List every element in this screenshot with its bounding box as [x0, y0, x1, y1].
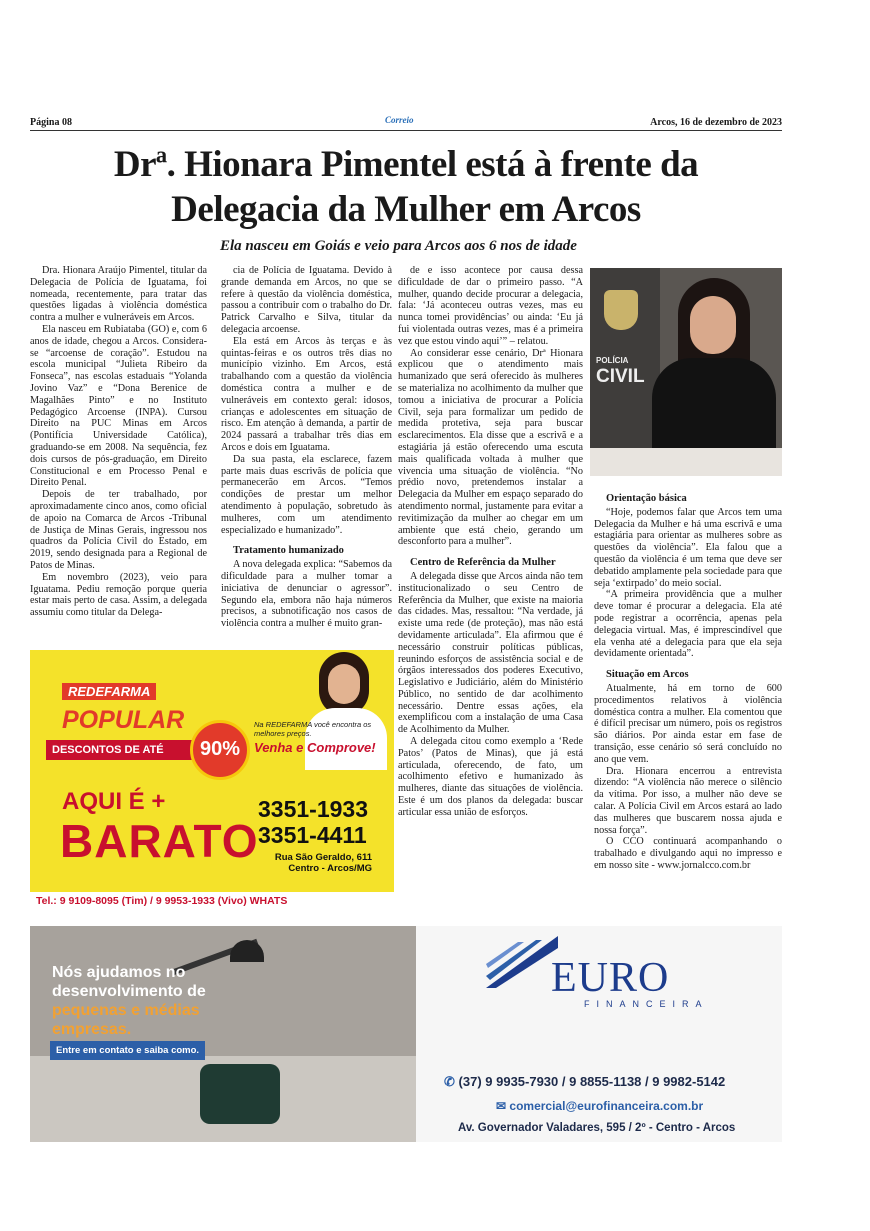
paragraph: “Hoje, podemos falar que Arcos tem uma Delegacia da Mulher e há uma escrivã e uma estagiária para orientar as mulheres sobre as questões da violência”. Ela falou que a questão da violência é um tema que deve ser debatido amplamente pela sociedade para que seja ‘extirpado’ do meio social.	[594, 506, 782, 589]
euro-financeira-ad[interactable]	[30, 926, 782, 1142]
redefarma-ad[interactable]	[30, 650, 394, 910]
paragraph: Atualmente, há em torno de 600 procedimentos relativos à violência doméstica contra a mulher. Ela comentou que é difícil precisar um número, pois os registros são diários. Por ainda estar em fase de transição, esse cenário só será concluído no ano que vem.	[594, 682, 782, 765]
paragraph: Depois de ter trabalhado, por aproximadamente cinco anos, como oficial de apoio na Comarca de Arcos -Tribunal de Justiça de Minas Gerais, ingressou nos quadros da Polícia Civil do Estado, em 2019, sendo designada para a Regional de Patos de Minas.	[30, 489, 207, 571]
article-headline	[30, 142, 782, 232]
paragraph: Ao considerar esse cenário, Drª Hionara explicou que o atendimento mais humanizado que será oferecido às mulheres se materializa no acolhimento da mulher que tomou a iniciativa de procurar a Polícia Civil, seja para formalizar um pedido de medida protetiva, seja para buscar esclarecimentos. Ela disse que a escrivã e a estagiária já estão oferecendo uma escuta mais qualificada voltada à mulher que vivencia uma situação de violência. “No prédio novo, pretendemos instalar a Delegacia da Mulher em espaço separado do atendimento normal, justamente para evitar a revitimização da mulher ao chegar em um ambiente que está cheio, gerando um desconforto para a mulher”.	[398, 347, 583, 548]
newspaper-logo: Correio	[385, 115, 414, 125]
ad-euro-address: Av. Governador Valadares, 595 / 2º - Centro - Arcos	[458, 1122, 736, 1134]
ad-barato: BARATO	[60, 815, 259, 867]
mail-icon: ✉	[496, 1099, 507, 1113]
ad-tagline-text: Nós ajudamos no desenvolvimento de	[52, 964, 206, 1000]
ad-phones-text: (37) 9 9935-7930 / 9 8855-1138 / 9 9982-5142	[458, 1074, 726, 1089]
phone-icon: ✆	[444, 1074, 455, 1089]
paragraph: Em novembro (2023), veio para Iguatama. Pediu remoção porque queria estar mais perto de casa. Assim, a delegada assumiu como titular da Delega-	[30, 571, 207, 619]
article-subheadline: Ela nasceu em Goiás e veio para Arcos aos 6 nos de idade	[220, 238, 577, 254]
paragraph: A delegada disse que Arcos ainda não tem institucionalizado o seu Centro de Referência da Mulher, que existe na maioria das cidades. Mas, ressaltou: “Na verdade, já existe uma rede (de proteção), mas não está devidamente articulada”. Ela afirmou que é necessário construir políticas públicas, reunindo esforços de assistência social e de órgãos interessados dos poderes Executivo, Legislativo e Judiciário, além do Ministério Público, no sentido de dar acolhimento necessário. Dentre essas ações, ela exemplificou com a instalação de uma Casa de Acolhimento da Mulher.	[398, 570, 583, 736]
paragraph: Ela está em Arcos às terças e às quintas-feiras e os outros três dias no município vizinho. Em Arcos, está trabalhando com a questão da violência doméstica contra a mulher e de vulneráveis em contexto geral: idosos, crianças e adolescentes em situação de risco. Em atenção à demanda, a partir de 2024 passará a trabalhar três dias em Arcos e dois em Iguatama.	[221, 335, 392, 453]
paragraph: “A primeira providência que a mulher deve tomar é procurar a delegacia. Ela até pode registrar a ocorrência, apenas pela delegacia virtual. Mas, é imprescindível que ela venha até a delegacia para que ela seja devidamente orientada”.	[594, 589, 782, 660]
paragraph: de e isso acontece por causa dessa dificuldade de dar o primeiro passo. “A mulher, quando decide procurar a delegacia, fala: ‘Já aconteceu outras vezes, mas eu nunca tomei providências’ ou ainda: ‘Eu já fui violentada outras vezes, mas é a primeira vez que estou vindo aqui’” – relatou.	[398, 265, 583, 347]
chair-icon	[200, 1064, 280, 1124]
section-heading: Orientação básica	[606, 493, 687, 504]
ad-phone-1[interactable]: 3351-1933	[258, 796, 368, 822]
ad-discount-label: DESCONTOS DE ATÉ	[46, 740, 211, 760]
photo-face	[690, 296, 736, 354]
paragraph: Dra. Hionara Araújo Pimentel, titular da Delegacia de Polícia de Iguatama, foi nomeada, recentemente, para tratar das questões ligadas à violência doméstica contra a mulher e vulneráveis em Arcos.	[30, 265, 207, 324]
ad-euro-panel	[416, 926, 782, 1142]
paragraph: Dra. Hionara encerrou a entrevista dizendo: “A violência não merece o silêncio da vítima. Por isso, a mulher não deve se calar. A Polícia Civil em Arcos estará ao lado das mulheres que buscarem nossa ajuda e nossa força”.	[594, 765, 782, 836]
euro-brand-sub: FINANCEIRA	[584, 999, 709, 1009]
ad-address-line-1: Rua São Geraldo, 611	[274, 852, 372, 863]
paragraph: O CCO continuará acompanhando o trabalhado e divulgando aqui no impresso e em nosso site - www.jornalcco.com.br	[594, 836, 782, 871]
article-column-2	[221, 265, 392, 630]
page-number: Página 08	[30, 117, 72, 128]
section-heading: Situação em Arcos	[606, 669, 689, 681]
redefarma-logo: REDEFARMA	[62, 683, 156, 700]
section-heading: Tratamento humanizado	[233, 545, 344, 557]
lamp-icon	[230, 940, 264, 962]
paragraph: A nova delegada explica: “Sabemos da dificuldade para a mulher tomar a iniciativa de denunciar o agressor”. Segundo ela, embora não haja números precisos, a subnotificação nos casos de violência contra a mulher é muito gran-	[221, 559, 392, 630]
paragraph: cia de Polícia de Iguatama. Devido à grande demanda em Arcos, no que se refere à questão da violência doméstica, passou a contribuir com o trabalho do Dr. Patrick Carvalho e Silva, titular da delegacia arcoense.	[221, 265, 392, 335]
article-column-4	[594, 484, 782, 872]
ad-aqui: AQUI É +	[62, 788, 166, 815]
ad-cta[interactable]: Entre em contato e saiba como.	[50, 1041, 205, 1060]
ad-tagline-highlight: pequenas e médias empresas.	[52, 1002, 200, 1038]
photo-wall-text-small: POLÍCIA	[596, 356, 629, 365]
delegate-photo	[590, 268, 782, 476]
paragraph: A delegada citou como exemplo a ‘Rede Patos’ (Patos de Minas), que já está articulada, oferecendo, de fato, um acolhimento efetivo e humanizado às mulheres, diante das situações de violência. Este é um dos planos da delegada: buscar articular essa união de esforços.	[398, 736, 583, 818]
paragraph: Da sua pasta, ela esclarece, fazem parte mais duas escrivãs de polícia que permanecerão em Arcos. “Temos condições de prestar um melhor atendimento à população, sobretudo às mulheres, com um atendimento especializado e humanizado”.	[221, 453, 392, 536]
headline-line-1: Drª. Hionara Pimentel está à frente da	[113, 144, 699, 185]
headline-line-2: Delegacia da Mulher em Arcos	[171, 189, 641, 230]
photo-table	[590, 448, 782, 476]
ad-slogan: Na REDEFARMA você encontra os melhores preços.	[254, 720, 372, 738]
model-face	[328, 664, 360, 704]
page-date: Arcos, 16 de dezembro de 2023	[650, 117, 782, 128]
ad-email-text: comercial@eurofinanceira.com.br	[509, 1099, 704, 1113]
ad-address	[268, 852, 372, 874]
ad-discount-percent: 90%	[190, 720, 250, 780]
article-column-1	[30, 265, 207, 619]
euro-brand: EURO	[551, 955, 670, 1001]
police-badge-icon	[604, 290, 638, 330]
ad-address-line-2: Centro - Arcos/MG	[288, 863, 372, 874]
ad-venha: Venha e Comprove!	[254, 740, 376, 755]
ad-tagline	[52, 963, 282, 1039]
ad-contact-bar[interactable]: Tel.: 9 9109-8095 (Tim) / 9 9953-1933 (Vivo) WHATS	[30, 892, 394, 910]
section-heading: Centro de Referência da Mulher	[410, 557, 556, 569]
article-column-3	[398, 265, 583, 819]
page-header	[30, 115, 782, 131]
euro-logo-icon	[486, 936, 558, 988]
ad-phone-2[interactable]: 3351-4411	[258, 822, 367, 848]
ad-popular-text: POPULAR	[62, 706, 185, 734]
model-body	[305, 708, 387, 770]
ad-email[interactable]	[496, 1099, 703, 1113]
paragraph: Ela nasceu em Rubiataba (GO) e, com 6 anos de idade, chegou a Arcos. Considera-se “arcoense de coração”. Estudou na escola municipal “Julieta Ribeiro da Fonseca”, nas escolas estaduais “Yolanda Jovino Vaz” e “Dona Berenice de Magalhães Pinto” e no Instituto Pedagógico Arcoense (INPA). Cursou Direito na PUC Minas em Arcos (Pontifícia Universidade Católica), graduando-se em 2008. Na sequência, fez dois cursos de pós-graduação, em Direito Constitucional e em Processo Penal e Direito Penal.	[30, 323, 207, 489]
photo-wall-text-big: CIVIL	[596, 366, 645, 387]
ad-phones[interactable]	[444, 1074, 725, 1090]
